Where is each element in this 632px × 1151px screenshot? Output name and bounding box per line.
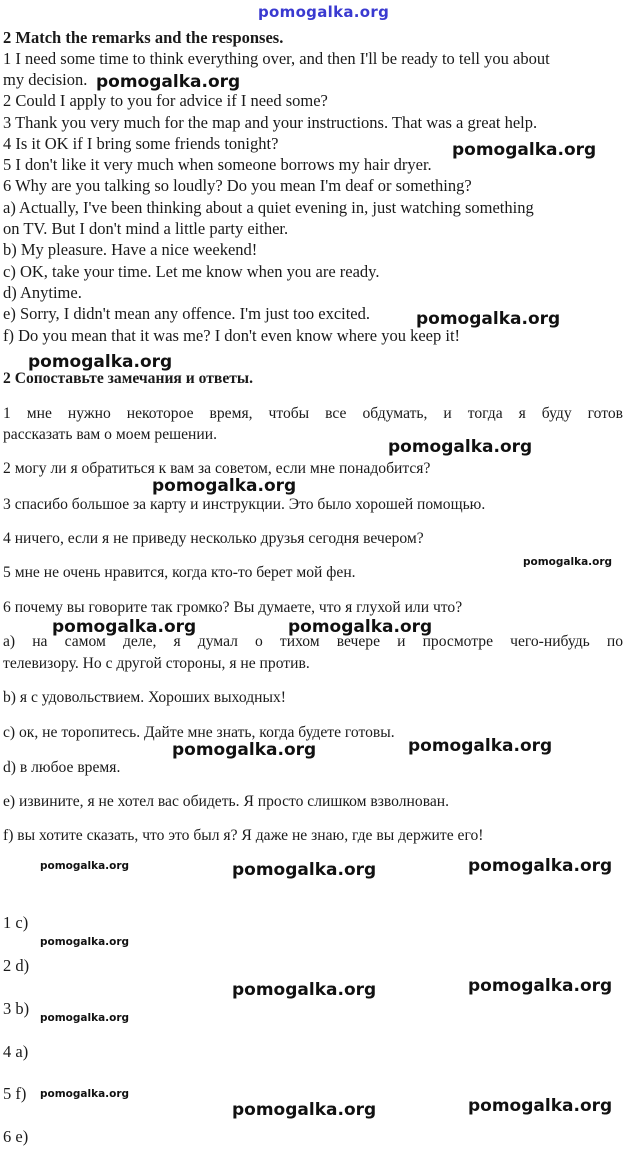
- response-e-ru: e) извините, я не хотел вас обидеть. Я просто слишком взволнован.: [3, 793, 450, 810]
- remark-1-line-1-ru: 1 мне нужно некоторое время, чтобы все обдумать, и тогда я буду готов: [3, 405, 623, 422]
- response-a-line-2-en: on TV. But I don't mind a little party either.: [3, 219, 289, 238]
- watermark: pomogalka.org: [408, 736, 553, 756]
- watermark: pomogalka.org: [468, 1096, 613, 1116]
- watermark: pomogalka.org: [288, 617, 433, 637]
- watermark-small: pomogalka.org: [40, 860, 130, 872]
- remark-6-ru: 6 почему вы говорите так громко? Вы думаете, что я глухой или что?: [3, 599, 463, 616]
- remark-2-ru: 2 могу ли я обратиться к вам за советом, если мне понадобится?: [3, 460, 431, 477]
- remark-1-line-2-en: my decision.: [3, 70, 88, 89]
- watermark-small: pomogalka.org: [40, 1012, 130, 1024]
- exercise-title-en: 2 Match the remarks and the responses.: [3, 28, 284, 47]
- watermark: pomogalka.org: [28, 352, 173, 372]
- remark-6-en: 6 Why are you talking so loudly? Do you mean I'm deaf or something?: [3, 176, 472, 195]
- response-a-line-2-ru: телевизору. Но с другой стороны, я не против.: [3, 655, 310, 672]
- watermark: pomogalka.org: [52, 617, 197, 637]
- watermark: pomogalka.org: [416, 309, 561, 329]
- response-c-ru: c) ок, не торопитесь. Дайте мне знать, когда будете готовы.: [3, 724, 395, 741]
- answer-1: 1 c): [3, 913, 29, 932]
- watermark-top: pomogalka.org: [258, 3, 390, 21]
- answer-3: 3 b): [3, 999, 30, 1018]
- watermark-small: pomogalka.org: [40, 936, 130, 948]
- response-f-ru: f) вы хотите сказать, что это был я? Я даже не знаю, где вы держите его!: [3, 827, 484, 844]
- response-a-line-1-en: a) Actually, I've been thinking about a quiet evening in, just watching something: [3, 198, 534, 217]
- watermark: pomogalka.org: [232, 1100, 377, 1120]
- response-e-en: e) Sorry, I didn't mean any offence. I'm just too excited.: [3, 304, 371, 323]
- watermark: pomogalka.org: [468, 976, 613, 996]
- answer-5: 5 f): [3, 1084, 27, 1103]
- remark-4-ru: 4 ничего, если я не приведу несколько друзья сегодня вечером?: [3, 530, 424, 547]
- watermark-small: pomogalka.org: [40, 1088, 130, 1100]
- remark-3-ru: 3 спасибо большое за карту и инструкции. Это было хорошей помощью.: [3, 496, 486, 513]
- watermark: pomogalka.org: [172, 740, 317, 760]
- response-d-en: d) Anytime.: [3, 283, 82, 302]
- response-a-line-1-ru: а) на самом деле, я думал о тихом вечере и просмотре чего-нибудь по: [3, 633, 623, 650]
- response-d-ru: d) в любое время.: [3, 759, 121, 776]
- watermark: pomogalka.org: [152, 476, 297, 496]
- remark-4-en: 4 Is it OK if I bring some friends tonight?: [3, 134, 279, 153]
- remark-5-ru: 5 мне не очень нравится, когда кто-то берет мой фен.: [3, 564, 356, 581]
- response-c-en: c) OK, take your time. Let me know when you are ready.: [3, 262, 380, 281]
- watermark: pomogalka.org: [452, 140, 597, 160]
- watermark: pomogalka.org: [232, 860, 377, 880]
- watermark: pomogalka.org: [468, 856, 613, 876]
- watermark: pomogalka.org: [232, 980, 377, 1000]
- watermark-small: pomogalka.org: [523, 556, 613, 568]
- response-f-en: f) Do you mean that it was me? I don't even know where you keep it!: [3, 326, 461, 345]
- answer-2: 2 d): [3, 956, 30, 975]
- watermark: pomogalka.org: [388, 437, 533, 457]
- response-b-ru: b) я с удовольствием. Хороших выходных!: [3, 689, 286, 706]
- exercise-title-ru: 2 Сопоставьте замечания и ответы.: [3, 370, 253, 387]
- response-b-en: b) My pleasure. Have a nice weekend!: [3, 240, 258, 259]
- remark-1-line-1-en: 1 I need some time to think everything over, and then I'll be ready to tell you about: [3, 49, 550, 68]
- watermark: pomogalka.org: [96, 72, 241, 92]
- answer-6: 6 e): [3, 1127, 29, 1146]
- remark-1-line-2-ru: рассказать вам о моем решении.: [3, 426, 217, 443]
- remark-2-en: 2 Could I apply to you for advice if I need some?: [3, 91, 328, 110]
- answer-4: 4 a): [3, 1042, 29, 1061]
- remark-3-en: 3 Thank you very much for the map and your instructions. That was a great help.: [3, 113, 538, 132]
- remark-5-en: 5 I don't like it very much when someone borrows my hair dryer.: [3, 155, 432, 174]
